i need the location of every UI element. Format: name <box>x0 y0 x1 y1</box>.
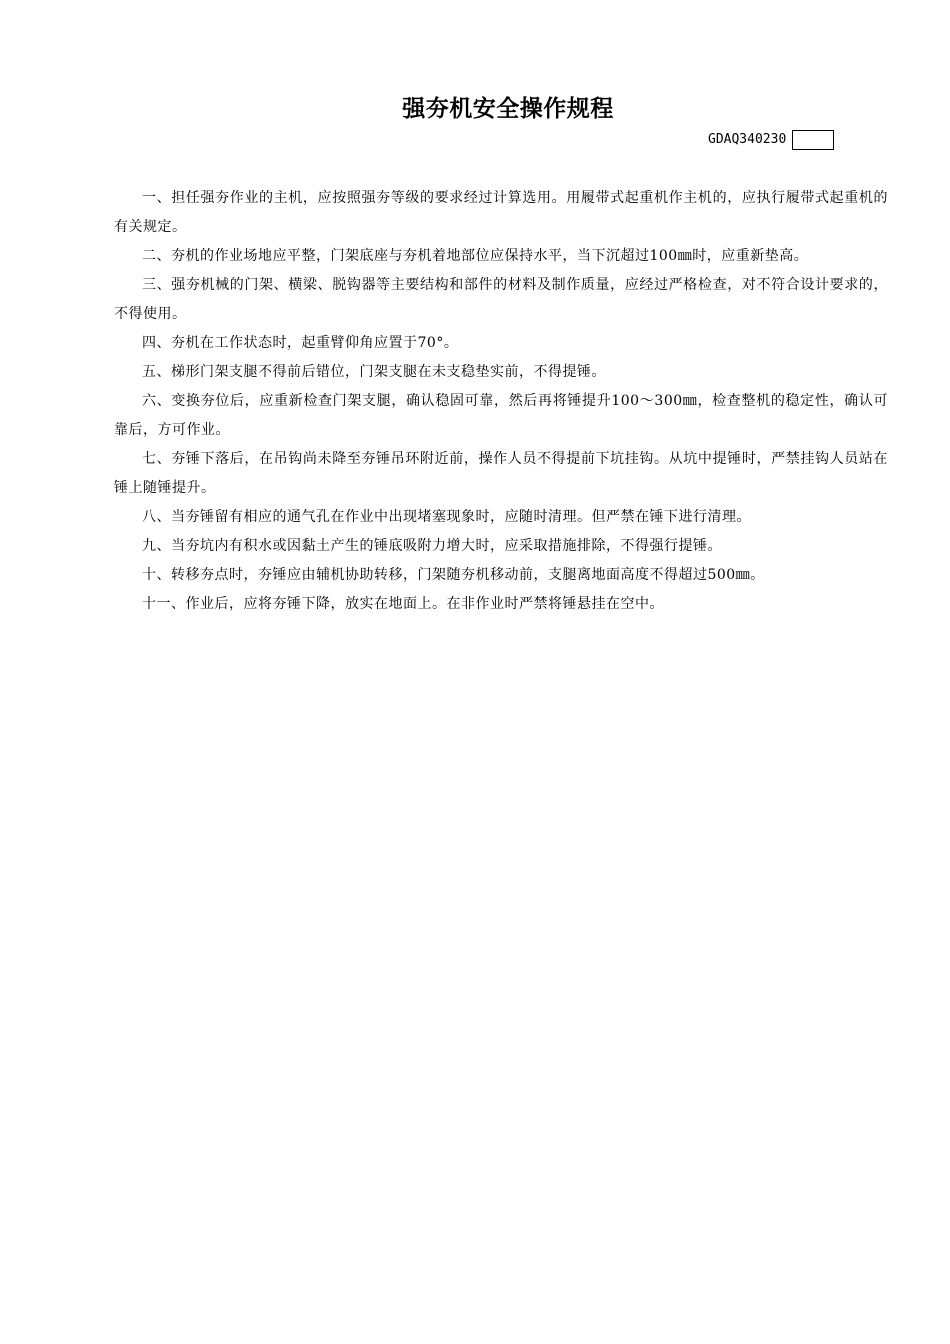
paragraph-5: 五、梯形门架支腿不得前后错位，门架支腿在未支稳垫实前，不得提锤。 <box>142 364 606 380</box>
paragraph-9: 九、当夯坑内有积水或因黏土产生的锤底吸附力增大时，应采取措施排除，不得强行提锤。 <box>142 538 722 554</box>
paragraph-2: 二、夯机的作业场地应平整，门架底座与夯机着地部位应保持水平，当下沉超过100㎜时，应重新垫高。 <box>142 248 809 264</box>
paragraph-3: 三、强夯机械的门架、横梁、脱钩器等主要结构和部件的材料及制作质量，应经过严格检查，对不符合设计要求的，不得使用。 <box>114 277 888 322</box>
paragraph-4: 四、夯机在工作状态时，起重臂仰角应置于70°。 <box>142 335 459 351</box>
document-code: GDAQ340230 <box>708 132 787 147</box>
paragraph-1: 一、担任强夯作业的主机，应按照强夯等级的要求经过计算选用。用履带式起重机作主机的，应执行履带式起重机的有关规定。 <box>114 190 888 235</box>
paragraph-10: 十、转移夯点时，夯锤应由辅机协助转移，门架随夯机移动前，支腿离地面高度不得超过500㎜。 <box>142 567 765 583</box>
document-title: 强夯机安全操作规程 <box>402 96 614 122</box>
paragraph-11: 十一、作业后，应将夯锤下降，放实在地面上。在非作业时严禁将锤悬挂在空中。 <box>142 596 664 612</box>
paragraph-6: 六、变换夯位后，应重新检查门架支腿，确认稳固可靠，然后再将锤提升100～300㎜，检查整机的稳定性，确认可靠后，方可作业。 <box>114 393 888 438</box>
document-code-row <box>708 128 834 152</box>
code-suffix-box <box>792 130 834 150</box>
paragraph-7: 七、夯锤下落后，在吊钩尚未降至夯锤吊环附近前，操作人员不得提前下坑挂钩。从坑中提锤时，严禁挂钩人员站在锤上随锤提升。 <box>114 451 888 496</box>
paragraph-8: 八、当夯锤留有相应的通气孔在作业中出现堵塞现象时，应随时清理。但严禁在锤下进行清理。 <box>142 509 751 525</box>
document-body <box>114 184 888 619</box>
